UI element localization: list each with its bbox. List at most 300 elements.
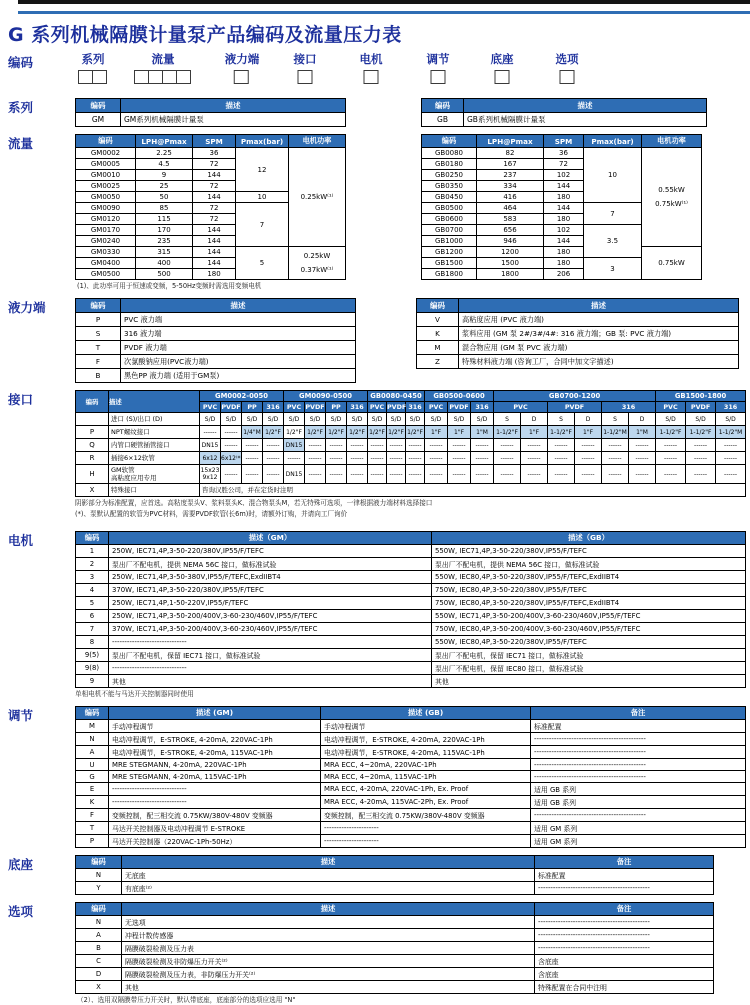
header-row bbox=[76, 135, 346, 148]
table-row bbox=[417, 327, 739, 341]
table-cell: 1"F bbox=[521, 426, 548, 439]
table-cell: GB系列机械隔膜计量泵 bbox=[464, 113, 707, 127]
header-row bbox=[76, 856, 714, 869]
table-row bbox=[76, 636, 746, 649]
table-cell: GM0330 bbox=[76, 247, 136, 258]
table-cell: ------ bbox=[686, 439, 716, 452]
table-cell: 9 bbox=[136, 170, 193, 181]
flow-row bbox=[422, 247, 702, 258]
table-cell: H bbox=[76, 465, 109, 484]
table-cell: B bbox=[76, 369, 121, 383]
table-cell: X bbox=[76, 484, 109, 497]
header-row bbox=[76, 707, 746, 720]
table-row bbox=[76, 571, 746, 584]
coding-box bbox=[148, 70, 163, 84]
table-cell: K bbox=[76, 796, 109, 809]
column-header: 描述 bbox=[122, 903, 535, 916]
section-label-motor: 电机 bbox=[8, 533, 34, 548]
header-row bbox=[76, 299, 356, 313]
table-cell: 206 bbox=[544, 269, 584, 280]
table-cell: ------ bbox=[305, 439, 326, 452]
table-cell: 180 bbox=[544, 192, 584, 203]
table-cell: S/D bbox=[347, 413, 368, 426]
section-label-options: 选项 bbox=[8, 904, 34, 919]
table-cell: 次氯酸钠应用(PVC液力端) bbox=[121, 355, 356, 369]
table-cell: 泵出厂不配电机，保留 IEC80 接口，做标准试验 bbox=[432, 662, 746, 675]
table-cell: 适用 GB 系列 bbox=[531, 783, 746, 796]
table-cell: Q bbox=[76, 439, 109, 452]
table-cell: ------ bbox=[347, 465, 368, 484]
table-cell: 144 bbox=[193, 170, 236, 181]
table-cell: ------ bbox=[629, 452, 656, 465]
coding-box bbox=[430, 70, 445, 84]
table-cell: GB0250 bbox=[422, 170, 477, 181]
table-cell: MRE STEGMANN, 4-20mA, 115VAC-1Ph bbox=[109, 771, 321, 783]
coding-group-label: 底座 bbox=[490, 52, 514, 66]
table-cell: ------------------------------ bbox=[109, 783, 321, 796]
table-cell: P bbox=[76, 426, 109, 439]
table-cell: 1/4"M bbox=[242, 426, 263, 439]
table-cell: S/D bbox=[368, 413, 387, 426]
coding-box bbox=[176, 70, 191, 84]
table-cell: ------ bbox=[406, 452, 425, 465]
table-cell: --------------------------------------------- bbox=[531, 759, 746, 771]
table-cell: U bbox=[76, 759, 109, 771]
coding-box bbox=[363, 70, 378, 84]
table-cell: 235 bbox=[136, 236, 193, 247]
table-cell: ------ bbox=[368, 465, 387, 484]
table-cell: 1"M bbox=[629, 426, 656, 439]
table-cell: GM0170 bbox=[76, 225, 136, 236]
coding-group-2 bbox=[135, 51, 191, 84]
table-cell: ------ bbox=[305, 452, 326, 465]
motor-power-cell bbox=[289, 148, 346, 247]
coding-boxes bbox=[135, 70, 191, 84]
table-row bbox=[76, 610, 746, 623]
column-header: 编码 bbox=[76, 135, 136, 148]
table-cell: ------ bbox=[494, 465, 521, 484]
table-row bbox=[76, 916, 714, 929]
table-cell: ------ bbox=[602, 452, 629, 465]
column-header: 编码 bbox=[417, 299, 459, 313]
table-cell: S/D bbox=[221, 413, 242, 426]
table-cell: 583 bbox=[477, 214, 544, 225]
power-line: 0.55kW bbox=[658, 186, 685, 194]
table-row bbox=[76, 720, 746, 733]
table-cell: 隔膜破裂检测及非防爆压力开关⁽²⁾ bbox=[122, 955, 535, 968]
table-cell: ------ bbox=[548, 452, 575, 465]
header-row bbox=[76, 903, 714, 916]
flow-table-gm bbox=[75, 134, 346, 280]
table-cell: ------------------------------ bbox=[109, 636, 432, 649]
table-cell: ------ bbox=[347, 439, 368, 452]
table-cell: 750W, IEC80,4P,3-50-220/380V,IP55/F/TEFC bbox=[432, 584, 746, 597]
table-cell: R bbox=[76, 452, 109, 465]
table-cell: GB1200 bbox=[422, 247, 477, 258]
column-header: 编码 bbox=[76, 99, 121, 113]
table-cell: 1-1/2"M bbox=[716, 426, 746, 439]
table-cell: 电动冲程调节，E-STROKE, 4-20mA, 115VAC-1Ph bbox=[109, 746, 321, 759]
table-cell bbox=[76, 413, 109, 426]
table-cell: ------ bbox=[221, 465, 242, 484]
table-cell: 500 bbox=[136, 269, 193, 280]
motor-table bbox=[75, 531, 746, 688]
material-header: PVDF bbox=[548, 402, 602, 413]
table-row bbox=[76, 662, 746, 675]
table-cell: 其他 bbox=[432, 675, 746, 688]
pump-range-header: GB1500-1800 bbox=[656, 391, 746, 402]
table-cell: 1-1/2"M bbox=[602, 426, 629, 439]
table-cell: PVC 液力端 bbox=[121, 313, 356, 327]
table-cell: 9 bbox=[76, 675, 109, 688]
liquid-end-table-left bbox=[75, 298, 356, 383]
table-cell: GM0400 bbox=[76, 258, 136, 269]
column-header: Pmax(bar) bbox=[236, 135, 289, 148]
table-cell: 334 bbox=[477, 181, 544, 192]
table-cell: --------------------------------------------- bbox=[535, 882, 714, 895]
table-cell: S/D bbox=[448, 413, 471, 426]
table-cell: ------ bbox=[521, 465, 548, 484]
column-header: 编码 bbox=[76, 391, 109, 413]
column-header: 编码 bbox=[76, 299, 121, 313]
table-cell: 550W, IEC80,4P,3-50-220/380V,IP55/F/TEFC,ExdIIBT4 bbox=[432, 571, 746, 584]
section-interface bbox=[0, 390, 750, 519]
table-cell: M bbox=[417, 341, 459, 355]
table-cell: ------ bbox=[716, 439, 746, 452]
power-line: 0.37kW⁽¹⁾ bbox=[300, 266, 334, 274]
table-row bbox=[76, 822, 746, 835]
table-cell: 250W, IEC71,4P,3-50-380V,IP55/F/TEFC,ExdIIBT4 bbox=[109, 571, 432, 584]
table-cell: 180 bbox=[544, 258, 584, 269]
table-cell: 144 bbox=[544, 236, 584, 247]
table-cell: D bbox=[521, 413, 548, 426]
table-cell: GB0500 bbox=[422, 203, 477, 214]
table-cell: GM0500 bbox=[76, 269, 136, 280]
table-cell: S bbox=[76, 327, 121, 341]
flow-row bbox=[76, 148, 346, 159]
table-cell: 1500 bbox=[477, 258, 544, 269]
material-header: 316 bbox=[406, 402, 425, 413]
table-cell: 其他 bbox=[109, 675, 432, 688]
table-cell: 其他 bbox=[122, 981, 535, 994]
table-cell: 适用 GM 系列 bbox=[531, 835, 746, 848]
table-cell: 手动冲程调节 bbox=[321, 720, 531, 733]
table-row bbox=[417, 313, 739, 327]
table-cell: --------------------------------------------- bbox=[531, 746, 746, 759]
table-cell: GB1500 bbox=[422, 258, 477, 269]
coding-group-label: 调节 bbox=[426, 52, 450, 66]
table-cell: 无底座 bbox=[122, 869, 535, 882]
table-row bbox=[76, 733, 746, 746]
table-cell: 有底座⁽²⁾ bbox=[122, 882, 535, 895]
table-cell: 1"F bbox=[425, 426, 448, 439]
coding-group-6 bbox=[427, 51, 450, 84]
base-table bbox=[75, 855, 714, 895]
table-cell: GM系列机械隔膜计量泵 bbox=[121, 113, 346, 127]
table-cell: 2 bbox=[76, 558, 109, 571]
table-cell: 泵出厂不配电机，提供 NEMA 56C 接口，做标准试验 bbox=[109, 558, 432, 571]
table-cell: S/D bbox=[305, 413, 326, 426]
table-cell: P bbox=[76, 313, 121, 327]
section-label-interface: 接口 bbox=[8, 392, 34, 407]
table-cell: 144 bbox=[193, 192, 236, 203]
table-row bbox=[76, 809, 746, 822]
column-header: 描述 bbox=[122, 856, 535, 869]
pmax-cell: 7 bbox=[236, 203, 289, 247]
coding-box bbox=[162, 70, 177, 84]
table-row bbox=[417, 341, 739, 355]
table-row bbox=[76, 623, 746, 636]
table-cell: 237 bbox=[477, 170, 544, 181]
table-cell: GM0002 bbox=[76, 148, 136, 159]
table-cell: M bbox=[76, 720, 109, 733]
table-cell: S/D bbox=[263, 413, 284, 426]
coding-boxes bbox=[294, 70, 317, 84]
table-cell: ------------------------------ bbox=[109, 796, 321, 809]
table-cell: S bbox=[548, 413, 575, 426]
power-line: 0.75kW bbox=[658, 259, 685, 267]
table-cell: ------ bbox=[575, 465, 602, 484]
table-row bbox=[76, 981, 714, 994]
section-label-liquid-end: 液力端 bbox=[8, 300, 46, 315]
table-cell: 3 bbox=[76, 571, 109, 584]
section-label-adjustment: 调节 bbox=[8, 708, 34, 723]
table-cell: 250W, IEC71,4P,3-50-200/400V,3-60-230/460V,IP55/F/TEFC bbox=[109, 610, 432, 623]
table-cell: ------ bbox=[575, 452, 602, 465]
table-row bbox=[76, 327, 356, 341]
table-cell: 1-1/2"F bbox=[686, 426, 716, 439]
table-cell: 170 bbox=[136, 225, 193, 236]
table-cell: ------ bbox=[305, 465, 326, 484]
table-cell: 180 bbox=[544, 214, 584, 225]
table-cell: 适用 GB 系列 bbox=[531, 796, 746, 809]
table-cell: 15x23 9x12 bbox=[200, 465, 221, 484]
table-cell: DN15 bbox=[284, 465, 305, 484]
table-row bbox=[76, 929, 714, 942]
table-cell: 无选项 bbox=[122, 916, 535, 929]
motor-power-cell bbox=[642, 148, 702, 247]
table-cell: GM0240 bbox=[76, 236, 136, 247]
table-cell: 550W, IEC80,4P,3-50-220/380V,IP55/F/TEFC bbox=[432, 636, 746, 649]
table-cell: 250W, IEC71,4P,3-50-220/380V,IP55/F/TEFC bbox=[109, 545, 432, 558]
material-header: PVC bbox=[656, 402, 686, 413]
table-cell: ------ bbox=[221, 439, 242, 452]
table-cell: MRA ECC, 4-20mA, 115VAC-2Ph, Ex. Proof bbox=[321, 796, 531, 809]
table-cell: 特殊配置在合同中注明 bbox=[535, 981, 714, 994]
flow-footnote: (1)、此功率可用于恒速或变频，5-50Hz变频时需选用变频电机 bbox=[77, 282, 262, 290]
table-cell: ------ bbox=[425, 465, 448, 484]
table-cell: ------ bbox=[629, 439, 656, 452]
table-cell: 1-1/2"F bbox=[548, 426, 575, 439]
table-row bbox=[76, 545, 746, 558]
interface-row bbox=[76, 484, 746, 497]
table-cell: 1/2"F bbox=[387, 426, 406, 439]
interface-row bbox=[76, 465, 746, 484]
table-cell: GB0450 bbox=[422, 192, 477, 203]
table-cell: ------ bbox=[368, 439, 387, 452]
table-cell: S/D bbox=[387, 413, 406, 426]
coding-group-4 bbox=[294, 51, 317, 84]
table-row bbox=[76, 369, 356, 383]
liquid-end-table-right bbox=[416, 298, 739, 369]
coding-group-label: 流量 bbox=[151, 52, 175, 66]
series-table-gb bbox=[421, 98, 707, 127]
table-cell: ------ bbox=[521, 439, 548, 452]
table-cell: C bbox=[76, 955, 122, 968]
column-header: 编码 bbox=[76, 532, 109, 545]
table-cell: 316 液力端 bbox=[121, 327, 356, 341]
table-cell: S/D bbox=[716, 413, 746, 426]
table-cell: ------ bbox=[656, 439, 686, 452]
table-cell: 656 bbox=[477, 225, 544, 236]
table-cell: D bbox=[76, 968, 122, 981]
table-cell: T bbox=[76, 822, 109, 835]
coding-box bbox=[234, 70, 249, 84]
table-cell: GB1800 bbox=[422, 269, 477, 280]
table-cell: 1-1/2"F bbox=[656, 426, 686, 439]
interface-table bbox=[75, 390, 746, 497]
column-header: LPH@Pmax bbox=[136, 135, 193, 148]
table-cell: S/D bbox=[656, 413, 686, 426]
flow-table-gb bbox=[421, 134, 702, 280]
table-cell: NPT螺纹接口 bbox=[109, 426, 200, 439]
table-cell: 电动冲程调节，E-STROKE, 4-20mA, 220VAC-1Ph bbox=[321, 733, 531, 746]
column-header: 描述 bbox=[109, 391, 200, 413]
coding-box bbox=[134, 70, 149, 84]
table-cell: ------ bbox=[686, 452, 716, 465]
options-table bbox=[75, 902, 714, 994]
table-cell: D bbox=[575, 413, 602, 426]
table-cell: 6 bbox=[76, 610, 109, 623]
pump-range-header: GM0090-0500 bbox=[284, 391, 368, 402]
coding-box bbox=[559, 70, 574, 84]
column-header: 电机功率 bbox=[289, 135, 346, 148]
table-cell: ------ bbox=[406, 439, 425, 452]
table-cell: ------ bbox=[326, 465, 347, 484]
table-cell: V bbox=[417, 313, 459, 327]
table-cell: 2.25 bbox=[136, 148, 193, 159]
pmax-cell: 7 bbox=[584, 203, 642, 225]
pump-range-header: GB0700-1200 bbox=[494, 391, 656, 402]
table-cell: PVDF 液力端 bbox=[121, 341, 356, 355]
pump-range-header: GB0500-0600 bbox=[425, 391, 494, 402]
table-cell: ------ bbox=[602, 465, 629, 484]
table-cell: ------ bbox=[425, 439, 448, 452]
coding-boxes bbox=[556, 70, 579, 84]
table-cell: 315 bbox=[136, 247, 193, 258]
table-cell: GM0005 bbox=[76, 159, 136, 170]
table-cell: GM0090 bbox=[76, 203, 136, 214]
table-cell: --------------------------------------------- bbox=[535, 929, 714, 942]
table-cell: Z bbox=[417, 355, 459, 369]
table-cell: 72 bbox=[193, 203, 236, 214]
table-cell: ------------------------------ bbox=[109, 662, 432, 675]
table-cell: 含底座 bbox=[535, 968, 714, 981]
table-row bbox=[76, 649, 746, 662]
table-cell: ------ bbox=[716, 452, 746, 465]
coding-group-5 bbox=[360, 51, 383, 84]
material-header: PP bbox=[242, 402, 263, 413]
table-cell: 变频控制，配三相交流 0.75KW/380V-480V 变频器 bbox=[109, 809, 321, 822]
table-cell: 85 bbox=[136, 203, 193, 214]
table-cell: ------ bbox=[425, 452, 448, 465]
header-row bbox=[417, 299, 739, 313]
table-cell: GB bbox=[422, 113, 464, 127]
table-cell: S bbox=[602, 413, 629, 426]
table-cell: 1/2"F bbox=[368, 426, 387, 439]
section-flow bbox=[0, 134, 750, 291]
table-cell: ------ bbox=[387, 439, 406, 452]
special-note-cell: 咨询汉胜公司，并在定货时注明 bbox=[200, 484, 746, 497]
table-cell: 102 bbox=[544, 170, 584, 181]
pmax-cell: 5 bbox=[236, 247, 289, 280]
table-row bbox=[76, 341, 356, 355]
coding-group-label: 电机 bbox=[359, 52, 383, 66]
table-cell: 115 bbox=[136, 214, 193, 225]
table-cell: F bbox=[76, 809, 109, 822]
table-cell: 泵出厂不配电机，保留 IEC71 接口，做标准试验 bbox=[109, 649, 432, 662]
table-cell: 750W, IEC80,4P,3-50-200/400V,3-60-230/460V,IP55/F/TEFC bbox=[432, 623, 746, 636]
table-row bbox=[76, 955, 714, 968]
material-header: 316 bbox=[263, 402, 284, 413]
table-cell: ------ bbox=[242, 452, 263, 465]
table-row bbox=[76, 584, 746, 597]
table-row bbox=[76, 759, 746, 771]
table-cell: DN15 bbox=[284, 439, 305, 452]
table-cell: G bbox=[76, 771, 109, 783]
material-header: 316 bbox=[716, 402, 746, 413]
column-header: 描述 (GM) bbox=[109, 707, 321, 720]
column-header: 描述 bbox=[459, 299, 739, 313]
table-cell: 464 bbox=[477, 203, 544, 214]
interface-footnote-2: (*)、泵默认配置的软管为PVC材料，需要PVDF软管(长6m)时，请额外订购，并请向工厂询价 bbox=[75, 510, 348, 518]
table-row bbox=[76, 968, 714, 981]
table-cell: 144 bbox=[193, 225, 236, 236]
table-cell: Y bbox=[76, 882, 122, 895]
motor-power-cell bbox=[289, 247, 346, 280]
coding-group-3 bbox=[225, 51, 260, 84]
table-cell: 1-1/2"F bbox=[494, 426, 521, 439]
coding-group-label: 液力端 bbox=[224, 52, 260, 66]
table-cell: N bbox=[76, 869, 122, 882]
table-cell: E bbox=[76, 783, 109, 796]
table-cell: A bbox=[76, 746, 109, 759]
material-header: PVC bbox=[368, 402, 387, 413]
table-cell: GB0080 bbox=[422, 148, 477, 159]
table-cell: GM0010 bbox=[76, 170, 136, 181]
material-header: PVDF bbox=[387, 403, 407, 411]
top-blue-rule bbox=[18, 11, 750, 14]
table-cell: 144 bbox=[544, 181, 584, 192]
section-options bbox=[0, 902, 750, 1005]
column-header: 描述 bbox=[464, 99, 707, 113]
column-header: 备注 bbox=[535, 903, 714, 916]
table-cell: 102 bbox=[544, 225, 584, 236]
column-header: 编码 bbox=[76, 856, 122, 869]
power-line: 0.75kW⁽¹⁾ bbox=[655, 200, 688, 208]
top-black-bar bbox=[18, 0, 750, 4]
table-cell: ------ bbox=[716, 465, 746, 484]
table-cell: 72 bbox=[544, 159, 584, 170]
coding-group-8 bbox=[556, 51, 579, 84]
table-cell: 隔膜破裂检测及压力表，非防爆压力开关⁽²⁾ bbox=[122, 968, 535, 981]
table-cell: 167 bbox=[477, 159, 544, 170]
table-cell: D bbox=[629, 413, 656, 426]
table-cell: 1800 bbox=[477, 269, 544, 280]
column-header: 电机功率 bbox=[642, 135, 702, 148]
table-cell: 7 bbox=[76, 623, 109, 636]
table-cell: 370W, IEC71,4P,3-50-200/400V,3-60-230/460V,IP55/F/TEFC bbox=[109, 623, 432, 636]
